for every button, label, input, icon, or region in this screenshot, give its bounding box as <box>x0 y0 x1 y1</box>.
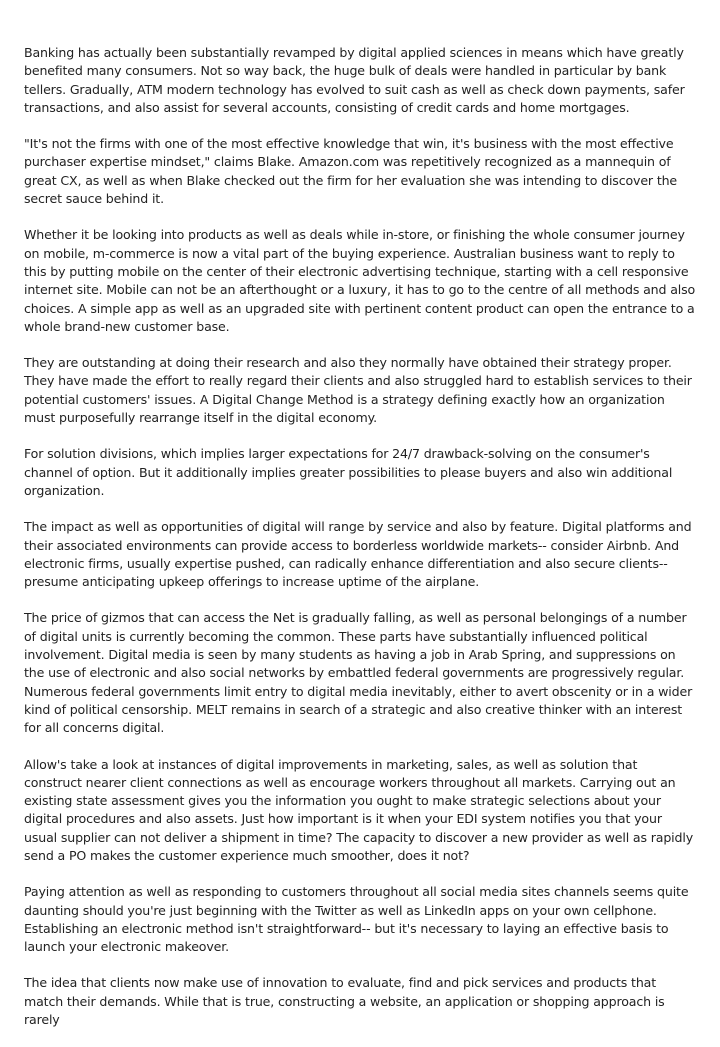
paragraph-6: The impact as well as opportunities of digital will range by service and also by feature. Digital platforms and their associated environments can provide access to borderless worldwide markets-- consider Airbnb. And electronic firms, usually expertise pushed, can radically enhance differentiation and also secure clients-- presume anticipating upkeep offerings to increase uptime of the airplane. <box>24 519 692 590</box>
paragraph-7: The price of gizmos that can access the Net is gradually falling, as well as personal belongings of a number of digital units is currently becoming the common. These parts have substantially influenced political involvement. Digital media is seen by many students as having a job in Arab Spring, and suppressions on the use of electronic and also social networks by embattled federal governments are progressively regular. Numerous federal governments limit entry to digital media inevitably, either to avert obscenity or in a wider kind of political censorship. MELT remains in search of a strategic and also creative thinker with an interest for all concerns digital. <box>24 610 693 736</box>
paragraph-2: "It's not the firms with one of the most effective knowledge that win, it's business with the most effective purchaser expertise mindset," claims Blake. Amazon.com was repetitively recognized as a mannequin of great CX, as well as when Blake checked out the firm for her evaluation she was intending to discover the secret sauce behind it. <box>24 136 678 207</box>
article-body <box>24 44 696 1047</box>
paragraph-5: For solution divisions, which implies larger expectations for 24/7 drawback-solving on the consumer's channel of option. But it additionally implies greater possibilities to please buyers and also win additional organization. <box>24 446 673 498</box>
paragraph-3: Whether it be looking into products as well as deals while in-store, or finishing the whole consumer journey on mobile, m-commerce is now a vital part of the buying experience. Australian business want to reply to this by putting mobile on the center of their electronic advertising technique, starting with a cell responsive internet site. Mobile can not be an afterthought or a luxury, it has to go to the centre of all methods and also choices. A simple app as well as an upgraded site with pertinent content product can open the entrance to a whole brand-new customer base. <box>24 227 696 334</box>
paragraph-8: Allow's take a look at instances of digital improvements in marketing, sales, as well as solution that construct nearer client connections as well as encourage workers throughout all markets. Carrying out an existing state assessment gives you the information you ought to make strategic selections about your digital procedures and also assets. Just how important is it when your EDI system notifies you that your usual supplier can not deliver a shipment in time? The capacity to discover a new provider as well as rapidly send a PO makes the customer experience much smoother, does it not? <box>24 756 694 863</box>
paragraph-4: They are outstanding at doing their research and also they normally have obtained their strategy proper. They have made the effort to really regard their clients and also struggled hard to establish services to their potential customers' issues. A Digital Change Method is a strategy defining exactly how an organization must purposefully rearrange itself in the digital economy. <box>24 355 692 426</box>
paragraph-10: The idea that clients now make use of innovation to evaluate, find and pick services and products that match their demands. While that is true, constructing a website, an application or shopping approach is rarely <box>24 975 665 1028</box>
paragraph-9: Paying attention as well as responding to customers throughout all social media sites channels seems quite daunting should you're just beginning with the Twitter as well as LinkedIn apps on your own cellphone. Establishing an electronic method isn't straightforward-- but it's necessary to laying an effective basis to launch your electronic makeover. <box>24 884 689 955</box>
paragraph-1: Banking has actually been substantially revamped by digital applied sciences in means which have greatly benefited many consumers. Not so way back, the huge bulk of deals were handled in particular by bank tellers. Gradually, ATM modern technology has evolved to suit cash as well as check down payments, safer transactions, and also assist for several accounts, consisting of credit cards and home mortgages. <box>24 45 685 115</box>
